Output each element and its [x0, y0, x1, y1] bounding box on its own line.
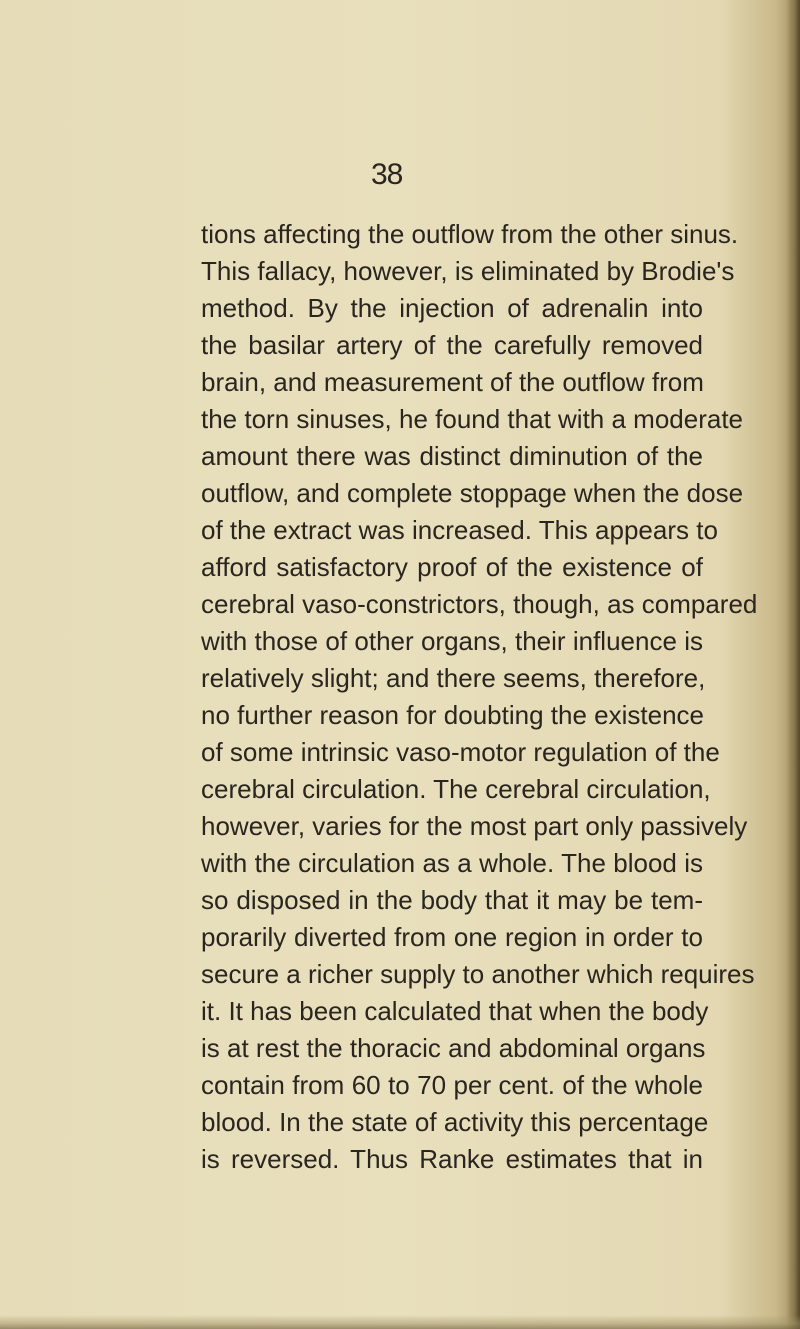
- text-line: amount there was distinct diminution of the: [201, 441, 703, 471]
- page-edge-shadow: [786, 0, 800, 1329]
- text-line: the torn sinuses, he found that with a moderate: [201, 404, 744, 434]
- text-line: with the circulation as a whole. The blood is: [201, 848, 703, 878]
- text-line: relatively slight; and there seems, therefore,: [201, 663, 706, 693]
- text-line: no further reason for doubting the existence: [201, 700, 704, 730]
- text-line: blood. In the state of activity this percentage: [201, 1107, 709, 1137]
- text-line: outflow, and complete stoppage when the dose: [201, 478, 744, 508]
- text-line: method. By the injection of adrenalin into: [201, 293, 703, 323]
- text-line: it. It has been calculated that when the body: [201, 996, 709, 1026]
- text-line: is at rest the thoracic and abdominal organs: [201, 1033, 706, 1063]
- text-line: contain from 60 to 70 per cent. of the whole: [201, 1070, 703, 1100]
- text-line: cerebral circulation. The cerebral circulation,: [201, 774, 711, 804]
- body-text: [201, 216, 758, 1178]
- page-bottom-edge: [0, 1315, 800, 1329]
- text-line: the basilar artery of the carefully removed: [201, 330, 703, 360]
- text-line: This fallacy, however, is eliminated by Brodie's: [201, 256, 735, 286]
- page-number: 38: [371, 158, 403, 191]
- text-line: of the extract was increased. This appears to: [201, 515, 718, 545]
- text-line: is reversed. Thus Ranke estimates that in: [201, 1144, 703, 1174]
- text-line: afford satisfactory proof of the existence of: [201, 552, 703, 582]
- text-line: cerebral vaso-constrictors, though, as compared: [201, 589, 758, 619]
- text-line: tions affecting the outflow from the other sinus.: [201, 219, 739, 249]
- text-line: of some intrinsic vaso-motor regulation of the: [201, 737, 720, 767]
- text-line: however, varies for the most part only passively: [201, 811, 748, 841]
- text-line: with those of other organs, their influence is: [201, 626, 703, 656]
- text-line: so disposed in the body that it may be tem-: [201, 885, 703, 915]
- text-line: brain, and measurement of the outflow from: [201, 367, 704, 397]
- text-line: secure a richer supply to another which requires: [201, 959, 755, 989]
- text-line: porarily diverted from one region in order to: [201, 922, 703, 952]
